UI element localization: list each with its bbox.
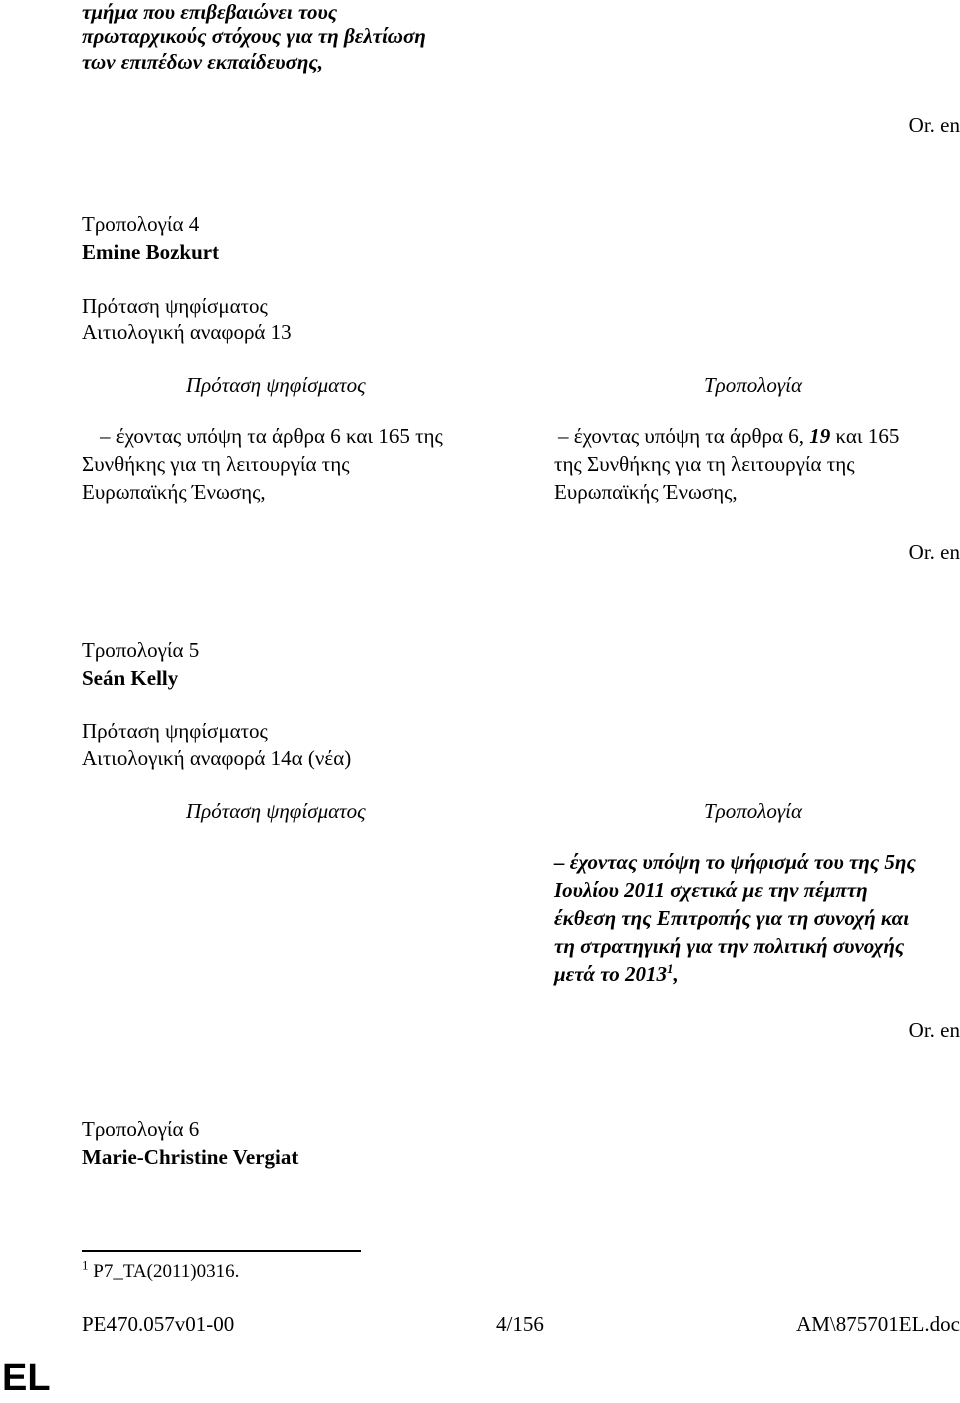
right-column-text <box>554 422 899 506</box>
intro-line: τμήμα που επιβεβαιώνει τους <box>82 0 338 24</box>
left-column-title: Πρόταση ψηφίσματος <box>186 799 366 823</box>
amendment-heading: Τροπολογία 6 <box>82 1117 200 1141</box>
left-column-text <box>82 422 443 506</box>
amendment-heading: Τροπολογία 5 <box>82 638 200 662</box>
footer-page-number: 4/156 <box>496 1312 544 1336</box>
left-text-line: Συνθήκης για τη λειτουργία της <box>82 452 350 476</box>
right-text-line: Ιουλίου 2011 σχετικά με την πέμπτη <box>554 878 868 902</box>
language-code: EL <box>2 1357 51 1399</box>
right-text-line: της Συνθήκης για τη λειτουργία της <box>554 452 855 476</box>
footnote <box>82 1258 239 1286</box>
amendment-author: Marie-Christine Vergiat <box>82 1145 299 1169</box>
left-text-line: Ευρωπαϊκής Ένωσης, <box>82 480 266 504</box>
intro-line: των επιπέδων εκπαίδευσης, <box>82 50 324 74</box>
changed-text: 19 <box>809 424 831 448</box>
footnote-reference: 1 <box>666 961 674 976</box>
original-language-marker: Or. en <box>908 540 960 564</box>
right-text-part: και 165 <box>830 424 900 448</box>
right-column-text <box>554 848 916 988</box>
right-text-line <box>554 960 916 988</box>
footnote-separator <box>82 1250 361 1252</box>
left-column-title: Πρόταση ψηφίσματος <box>186 373 366 397</box>
right-text-line: Ευρωπαϊκής Ένωσης, <box>554 480 738 504</box>
right-text-line: έκθεση της Επιτροπής για τη συνοχή και <box>554 906 910 930</box>
footer-file-name: AM\875701EL.doc <box>796 1312 960 1336</box>
footnote-text: P7_TA(2011)0316. <box>88 1261 240 1282</box>
amendment-document: Πρόταση ψηφίσματος <box>82 294 268 318</box>
amendment-author: Emine Bozkurt <box>82 240 220 264</box>
footer-document-number: PE470.057v01-00 <box>82 1312 235 1336</box>
right-text-line <box>554 422 899 450</box>
left-text-line: – έχοντας υπόψη τα άρθρα 6 και 165 της <box>100 424 443 448</box>
right-column-title: Τροπολογία <box>704 799 803 823</box>
amendment-reference: Αιτιολογική αναφορά 13 <box>82 320 292 344</box>
right-text-line: – έχοντας υπόψη το ψήφισμά του της 5ης <box>554 850 916 874</box>
right-text-part: – έχοντας υπόψη τα άρθρα 6, <box>558 424 810 448</box>
right-text-part: μετά το 2013 <box>554 962 667 986</box>
amendment-reference: Αιτιολογική αναφορά 14α (νέα) <box>82 746 352 770</box>
right-text-line: τη στρατηγική για την πολιτική συνοχής <box>554 934 905 958</box>
amendment-author: Seán Kelly <box>82 666 179 690</box>
amendment-document: Πρόταση ψηφίσματος <box>82 719 268 743</box>
amendment-heading: Τροπολογία 4 <box>82 212 200 236</box>
right-text-part: , <box>673 962 679 986</box>
original-language-marker: Or. en <box>908 1018 960 1042</box>
original-language-marker: Or. en <box>908 113 960 137</box>
intro-line: πρωταρχικούς στόχους για τη βελτίωση <box>82 24 426 48</box>
right-column-title: Τροπολογία <box>704 373 803 397</box>
footnote-mark: 1 <box>82 1257 89 1273</box>
